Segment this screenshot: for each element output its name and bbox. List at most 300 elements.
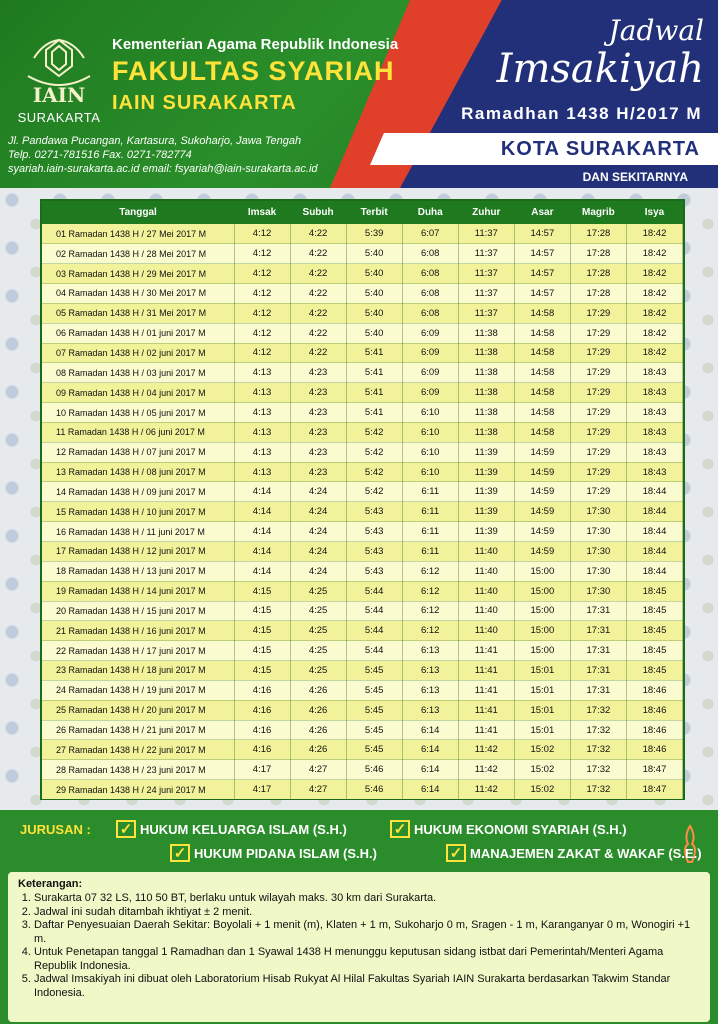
cell-tanggal: 10 Ramadan 1438 H / 05 juni 2017 M (42, 403, 234, 423)
cell-tanggal: 23 Ramadan 1438 H / 18 juni 2017 M (42, 661, 234, 681)
cell-zuhur: 11:37 (458, 224, 514, 244)
cell-zuhur: 11:40 (458, 561, 514, 581)
city-label: KOTA SURAKARTA (500, 138, 700, 160)
cell-magrib: 17:32 (570, 780, 626, 800)
table-row (42, 264, 683, 284)
cell-isya: 18:43 (626, 403, 682, 423)
cell-asar: 14:59 (514, 442, 570, 462)
cell-subuh: 4:24 (290, 482, 346, 502)
cell-tanggal: 17 Ramadan 1438 H / 12 juni 2017 M (42, 542, 234, 562)
cell-imsak: 4:15 (234, 621, 290, 641)
cell-subuh: 4:25 (290, 661, 346, 681)
cell-zuhur: 11:38 (458, 363, 514, 383)
cell-isya: 18:43 (626, 363, 682, 383)
cell-imsak: 4:13 (234, 462, 290, 482)
cell-asar: 14:59 (514, 502, 570, 522)
cell-magrib: 17:31 (570, 601, 626, 621)
cell-zuhur: 11:40 (458, 601, 514, 621)
cell-asar: 15:00 (514, 621, 570, 641)
cell-terbit: 5:42 (346, 422, 402, 442)
cell-magrib: 17:29 (570, 363, 626, 383)
cell-magrib: 17:32 (570, 760, 626, 780)
cell-zuhur: 11:37 (458, 303, 514, 323)
cell-zuhur: 11:39 (458, 482, 514, 502)
keterangan-list (18, 892, 700, 1000)
cell-tanggal: 09 Ramadan 1438 H / 04 juni 2017 M (42, 383, 234, 403)
cell-duha: 6:12 (402, 581, 458, 601)
cell-magrib: 17:30 (570, 581, 626, 601)
cell-terbit: 5:41 (346, 403, 402, 423)
cell-isya: 18:42 (626, 303, 682, 323)
cell-asar: 15:01 (514, 720, 570, 740)
checkbox-checked-icon: ✓ (390, 820, 410, 838)
city-surroundings-label: DAN SEKITARNYA (582, 170, 688, 184)
cell-imsak: 4:12 (234, 323, 290, 343)
cell-magrib: 17:31 (570, 621, 626, 641)
cell-magrib: 17:32 (570, 700, 626, 720)
cell-tanggal: 03 Ramadan 1438 H / 29 Mei 2017 M (42, 264, 234, 284)
cell-imsak: 4:17 (234, 780, 290, 800)
cell-asar: 15:01 (514, 661, 570, 681)
cell-isya: 18:42 (626, 244, 682, 264)
cell-duha: 6:07 (402, 224, 458, 244)
ministry-name: Kementerian Agama Republik Indonesia (112, 36, 399, 53)
cell-duha: 6:11 (402, 522, 458, 542)
cell-isya: 18:44 (626, 542, 682, 562)
cell-tanggal: 21 Ramadan 1438 H / 16 juni 2017 M (42, 621, 234, 641)
cell-isya: 18:44 (626, 502, 682, 522)
cell-tanggal: 16 Ramadan 1438 H / 11 juni 2017 M (42, 522, 234, 542)
table-row (42, 700, 683, 720)
cell-subuh: 4:24 (290, 561, 346, 581)
cell-zuhur: 11:40 (458, 621, 514, 641)
cell-terbit: 5:46 (346, 760, 402, 780)
logo-caption: SURAKARTA (17, 110, 101, 125)
cell-imsak: 4:15 (234, 641, 290, 661)
cell-isya: 18:44 (626, 482, 682, 502)
cell-isya: 18:47 (626, 780, 682, 800)
cell-asar: 14:58 (514, 343, 570, 363)
cell-isya: 18:42 (626, 284, 682, 304)
schedule-table-frame (40, 199, 685, 800)
cell-duha: 6:11 (402, 482, 458, 502)
table-row (42, 720, 683, 740)
address-street: Jl. Pandawa Pucangan, Kartasura, Sukoharjo, Jawa Tengah (8, 135, 302, 147)
cell-duha: 6:12 (402, 601, 458, 621)
cell-zuhur: 11:40 (458, 581, 514, 601)
cell-tanggal: 11 Ramadan 1438 H / 06 juni 2017 M (42, 422, 234, 442)
cell-tanggal: 13 Ramadan 1438 H / 08 juni 2017 M (42, 462, 234, 482)
checkbox-checked-icon: ✓ (446, 844, 466, 862)
cell-terbit: 5:43 (346, 561, 402, 581)
faculty-name: FAKULTAS SYARIAH (112, 56, 395, 86)
cell-isya: 18:43 (626, 462, 682, 482)
cell-subuh: 4:26 (290, 680, 346, 700)
cell-isya: 18:42 (626, 264, 682, 284)
cell-imsak: 4:12 (234, 264, 290, 284)
cell-duha: 6:14 (402, 780, 458, 800)
cell-imsak: 4:16 (234, 720, 290, 740)
jurusan-item-hukum-pidana (170, 844, 377, 862)
table-row (42, 661, 683, 681)
cell-asar: 14:58 (514, 323, 570, 343)
cell-asar: 14:57 (514, 224, 570, 244)
table-row (42, 284, 683, 304)
jurusan-label-hukum-keluarga: HUKUM KELUARGA ISLAM (S.H.) (140, 821, 347, 837)
cell-subuh: 4:26 (290, 720, 346, 740)
cell-magrib: 17:29 (570, 303, 626, 323)
cell-tanggal: 05 Ramadan 1438 H / 31 Mei 2017 M (42, 303, 234, 323)
cell-terbit: 5:43 (346, 522, 402, 542)
cell-imsak: 4:14 (234, 542, 290, 562)
cell-zuhur: 11:41 (458, 680, 514, 700)
address-web-email: syariah.iain-surakarta.ac.id email: fsyariah@iain-surakarta.ac.id (8, 163, 318, 175)
cell-subuh: 4:24 (290, 502, 346, 522)
table-row (42, 224, 683, 244)
column-header-duha: Duha (402, 201, 458, 224)
table-row (42, 601, 683, 621)
jurusan-label-hukum-pidana: HUKUM PIDANA ISLAM (S.H.) (194, 845, 377, 861)
cell-magrib: 17:31 (570, 680, 626, 700)
cell-imsak: 4:13 (234, 442, 290, 462)
cell-subuh: 4:25 (290, 641, 346, 661)
iain-emblem-icon (14, 36, 104, 106)
cell-asar: 14:58 (514, 422, 570, 442)
cell-magrib: 17:31 (570, 661, 626, 681)
cell-subuh: 4:23 (290, 422, 346, 442)
cell-asar: 14:57 (514, 264, 570, 284)
cell-magrib: 17:30 (570, 502, 626, 522)
cell-duha: 6:08 (402, 264, 458, 284)
cell-isya: 18:45 (626, 641, 682, 661)
cell-asar: 15:00 (514, 561, 570, 581)
cell-subuh: 4:25 (290, 621, 346, 641)
table-row (42, 363, 683, 383)
cell-tanggal: 14 Ramadan 1438 H / 09 juni 2017 M (42, 482, 234, 502)
cell-imsak: 4:13 (234, 363, 290, 383)
cell-duha: 6:14 (402, 720, 458, 740)
cell-isya: 18:46 (626, 740, 682, 760)
cell-terbit: 5:45 (346, 661, 402, 681)
cell-magrib: 17:28 (570, 264, 626, 284)
cell-magrib: 17:32 (570, 740, 626, 760)
cell-duha: 6:13 (402, 641, 458, 661)
checkbox-checked-icon: ✓ (170, 844, 190, 862)
cell-zuhur: 11:38 (458, 422, 514, 442)
jurusan-label-hukum-ekonomi: HUKUM EKONOMI SYARIAH (S.H.) (414, 821, 627, 837)
jurusan-item-hukum-keluarga (116, 820, 347, 838)
cell-magrib: 17:29 (570, 422, 626, 442)
cell-terbit: 5:42 (346, 442, 402, 462)
column-header-subuh: Subuh (290, 201, 346, 224)
cell-imsak: 4:12 (234, 343, 290, 363)
cell-subuh: 4:22 (290, 244, 346, 264)
cell-tanggal: 15 Ramadan 1438 H / 10 juni 2017 M (42, 502, 234, 522)
table-row (42, 343, 683, 363)
cell-zuhur: 11:39 (458, 522, 514, 542)
cell-isya: 18:45 (626, 601, 682, 621)
cell-zuhur: 11:42 (458, 780, 514, 800)
cell-asar: 14:59 (514, 542, 570, 562)
table-row (42, 680, 683, 700)
cell-asar: 15:00 (514, 601, 570, 621)
cell-terbit: 5:44 (346, 621, 402, 641)
keterangan-item: 3. Daftar Penyesuaian Daerah Sekitar: Boyolali + 1 menit (m), Klaten + 1 m, Sukoharjo 0 m, Sragen - 1 m, Karanganyar 0 m, Wonogiri +1 m. (34, 919, 700, 946)
cell-subuh: 4:22 (290, 284, 346, 304)
cell-tanggal: 06 Ramadan 1438 H / 01 juni 2017 M (42, 323, 234, 343)
title-jadwal: Jadwal (608, 14, 704, 47)
cell-subuh: 4:26 (290, 740, 346, 760)
cell-terbit: 5:46 (346, 780, 402, 800)
cell-terbit: 5:41 (346, 383, 402, 403)
cell-terbit: 5:41 (346, 363, 402, 383)
cell-terbit: 5:39 (346, 224, 402, 244)
table-row (42, 502, 683, 522)
cell-duha: 6:10 (402, 403, 458, 423)
cell-isya: 18:42 (626, 323, 682, 343)
cell-magrib: 17:28 (570, 284, 626, 304)
cell-subuh: 4:23 (290, 442, 346, 462)
cell-duha: 6:11 (402, 502, 458, 522)
cell-zuhur: 11:41 (458, 641, 514, 661)
cell-zuhur: 11:37 (458, 264, 514, 284)
cell-duha: 6:13 (402, 680, 458, 700)
table-row (42, 561, 683, 581)
cell-terbit: 5:44 (346, 581, 402, 601)
cell-duha: 6:08 (402, 303, 458, 323)
cell-zuhur: 11:42 (458, 760, 514, 780)
keterangan-item: 2. Jadwal ini sudah ditambah ikhtiyat ± 2 menit. (34, 906, 700, 920)
cell-imsak: 4:15 (234, 601, 290, 621)
cell-isya: 18:43 (626, 383, 682, 403)
cell-magrib: 17:28 (570, 224, 626, 244)
cell-imsak: 4:13 (234, 383, 290, 403)
cell-subuh: 4:25 (290, 601, 346, 621)
cell-subuh: 4:22 (290, 343, 346, 363)
cell-tanggal: 22 Ramadan 1438 H / 17 juni 2017 M (42, 641, 234, 661)
cell-zuhur: 11:40 (458, 542, 514, 562)
cell-asar: 15:00 (514, 581, 570, 601)
title-ramadhan-year: Ramadhan 1438 H/2017 M (461, 104, 702, 123)
cell-terbit: 5:40 (346, 244, 402, 264)
cell-asar: 14:59 (514, 462, 570, 482)
table-row (42, 303, 683, 323)
cell-duha: 6:10 (402, 422, 458, 442)
cell-subuh: 4:24 (290, 522, 346, 542)
cell-isya: 18:44 (626, 561, 682, 581)
cell-magrib: 17:31 (570, 641, 626, 661)
cell-magrib: 17:29 (570, 383, 626, 403)
cell-isya: 18:42 (626, 343, 682, 363)
jurusan-item-hukum-ekonomi (390, 820, 627, 838)
cell-terbit: 5:42 (346, 462, 402, 482)
cell-zuhur: 11:39 (458, 462, 514, 482)
keterangan-item: 4. Untuk Penetapan tanggal 1 Ramadhan dan 1 Syawal 1438 H menunggu keputusan sidang istbat dari Pemerintah/Menteri Agama Republik Indonesia. (34, 946, 700, 973)
cell-subuh: 4:27 (290, 760, 346, 780)
cell-duha: 6:09 (402, 383, 458, 403)
cell-imsak: 4:12 (234, 303, 290, 323)
address-block (8, 134, 318, 176)
cell-duha: 6:09 (402, 343, 458, 363)
cell-imsak: 4:12 (234, 244, 290, 264)
svg-text:IAIN: IAIN (32, 83, 86, 106)
cell-imsak: 4:15 (234, 661, 290, 681)
cell-terbit: 5:45 (346, 700, 402, 720)
cell-asar: 15:00 (514, 641, 570, 661)
cell-subuh: 4:25 (290, 581, 346, 601)
cell-magrib: 17:29 (570, 442, 626, 462)
cell-tanggal: 19 Ramadan 1438 H / 14 juni 2017 M (42, 581, 234, 601)
cell-magrib: 17:29 (570, 482, 626, 502)
cell-tanggal: 07 Ramadan 1438 H / 02 juni 2017 M (42, 343, 234, 363)
cell-subuh: 4:24 (290, 542, 346, 562)
cell-zuhur: 11:39 (458, 502, 514, 522)
cell-asar: 15:02 (514, 740, 570, 760)
cell-terbit: 5:42 (346, 482, 402, 502)
cell-magrib: 17:32 (570, 720, 626, 740)
cell-imsak: 4:14 (234, 502, 290, 522)
cell-subuh: 4:27 (290, 780, 346, 800)
cell-terbit: 5:40 (346, 303, 402, 323)
cell-terbit: 5:44 (346, 601, 402, 621)
table-row (42, 323, 683, 343)
cell-tanggal: 28 Ramadan 1438 H / 23 juni 2017 M (42, 760, 234, 780)
cell-asar: 14:57 (514, 244, 570, 264)
column-header-tanggal: Tanggal (42, 201, 234, 224)
cell-duha: 6:12 (402, 621, 458, 641)
cell-terbit: 5:40 (346, 323, 402, 343)
cell-tanggal: 08 Ramadan 1438 H / 03 juni 2017 M (42, 363, 234, 383)
cell-terbit: 5:43 (346, 502, 402, 522)
cell-duha: 6:09 (402, 323, 458, 343)
footer-section (0, 810, 718, 1024)
cell-zuhur: 11:38 (458, 343, 514, 363)
cell-isya: 18:44 (626, 522, 682, 542)
cell-terbit: 5:44 (346, 641, 402, 661)
cell-duha: 6:13 (402, 700, 458, 720)
table-row (42, 522, 683, 542)
cell-tanggal: 29 Ramadan 1438 H / 24 juni 2017 M (42, 780, 234, 800)
cell-subuh: 4:23 (290, 462, 346, 482)
cell-asar: 15:02 (514, 780, 570, 800)
cell-zuhur: 11:41 (458, 661, 514, 681)
cell-imsak: 4:14 (234, 561, 290, 581)
table-row (42, 780, 683, 800)
cell-terbit: 5:45 (346, 720, 402, 740)
cell-subuh: 4:22 (290, 264, 346, 284)
cell-subuh: 4:22 (290, 224, 346, 244)
cell-tanggal: 18 Ramadan 1438 H / 13 juni 2017 M (42, 561, 234, 581)
cell-magrib: 17:29 (570, 403, 626, 423)
cell-terbit: 5:41 (346, 343, 402, 363)
keterangan-box (8, 872, 710, 1022)
cell-duha: 6:12 (402, 561, 458, 581)
cell-subuh: 4:22 (290, 303, 346, 323)
table-body (42, 224, 683, 799)
cell-magrib: 17:28 (570, 244, 626, 264)
cell-tanggal: 01 Ramadan 1438 H / 27 Mei 2017 M (42, 224, 234, 244)
cell-zuhur: 11:37 (458, 244, 514, 264)
cell-terbit: 5:40 (346, 284, 402, 304)
cell-duha: 6:13 (402, 661, 458, 681)
table-row (42, 740, 683, 760)
cell-isya: 18:42 (626, 224, 682, 244)
institute-name: IAIN SURAKARTA (112, 92, 297, 114)
cell-imsak: 4:13 (234, 422, 290, 442)
cell-magrib: 17:29 (570, 323, 626, 343)
cell-magrib: 17:29 (570, 462, 626, 482)
cell-asar: 14:57 (514, 284, 570, 304)
cell-tanggal: 04 Ramadan 1438 H / 30 Mei 2017 M (42, 284, 234, 304)
cell-imsak: 4:15 (234, 581, 290, 601)
cell-isya: 18:43 (626, 422, 682, 442)
cell-isya: 18:45 (626, 581, 682, 601)
table-row (42, 760, 683, 780)
table-row (42, 621, 683, 641)
table-row (42, 403, 683, 423)
cell-imsak: 4:12 (234, 224, 290, 244)
cell-duha: 6:09 (402, 363, 458, 383)
column-header-imsak: Imsak (234, 201, 290, 224)
column-header-asar: Asar (514, 201, 570, 224)
cell-tanggal: 24 Ramadan 1438 H / 19 juni 2017 M (42, 680, 234, 700)
table-row (42, 581, 683, 601)
table-row (42, 244, 683, 264)
cell-asar: 15:02 (514, 760, 570, 780)
cell-duha: 6:08 (402, 284, 458, 304)
cell-imsak: 4:16 (234, 680, 290, 700)
cell-asar: 14:58 (514, 403, 570, 423)
cell-imsak: 4:14 (234, 482, 290, 502)
cell-tanggal: 25 Ramadan 1438 H / 20 juni 2017 M (42, 700, 234, 720)
column-header-zuhur: Zuhur (458, 201, 514, 224)
keterangan-item: 1. Surakarta 07 32 LS, 110 50 BT, berlaku untuk wilayah maks. 30 km dari Surakarta. (34, 892, 700, 906)
jurusan-label-manajemen-zakat: MANAJEMEN ZAKAT & WAKAF (S.E.) (470, 845, 702, 861)
keterangan-title: Keterangan: (18, 878, 83, 890)
table-row (42, 542, 683, 562)
cell-terbit: 5:45 (346, 680, 402, 700)
cell-terbit: 5:43 (346, 542, 402, 562)
cell-terbit: 5:40 (346, 264, 402, 284)
header-banner (0, 0, 718, 188)
cell-subuh: 4:23 (290, 403, 346, 423)
cell-asar: 14:58 (514, 383, 570, 403)
cell-isya: 18:46 (626, 680, 682, 700)
cell-magrib: 17:30 (570, 542, 626, 562)
cell-terbit: 5:45 (346, 740, 402, 760)
cell-asar: 15:01 (514, 680, 570, 700)
column-header-magrib: Magrib (570, 201, 626, 224)
iain-logo (14, 36, 104, 130)
imsakiyah-schedule-table (42, 201, 683, 800)
cell-duha: 6:10 (402, 462, 458, 482)
cell-asar: 15:01 (514, 700, 570, 720)
cell-asar: 14:58 (514, 363, 570, 383)
cell-imsak: 4:17 (234, 760, 290, 780)
cell-zuhur: 11:41 (458, 720, 514, 740)
cell-tanggal: 12 Ramadan 1438 H / 07 juni 2017 M (42, 442, 234, 462)
keterangan-item: 5. Jadwal Imsakiyah ini dibuat oleh Laboratorium Hisab Rukyat Al Hilal Fakultas Syariah IAIN Surakarta berdasarkan Takwim Standar Indonesia. (34, 973, 700, 1000)
cell-imsak: 4:16 (234, 740, 290, 760)
cell-duha: 6:11 (402, 542, 458, 562)
cell-imsak: 4:16 (234, 700, 290, 720)
cell-isya: 18:46 (626, 720, 682, 740)
cell-zuhur: 11:38 (458, 323, 514, 343)
cell-isya: 18:46 (626, 700, 682, 720)
table-row (42, 383, 683, 403)
cell-zuhur: 11:39 (458, 442, 514, 462)
cell-isya: 18:45 (626, 621, 682, 641)
